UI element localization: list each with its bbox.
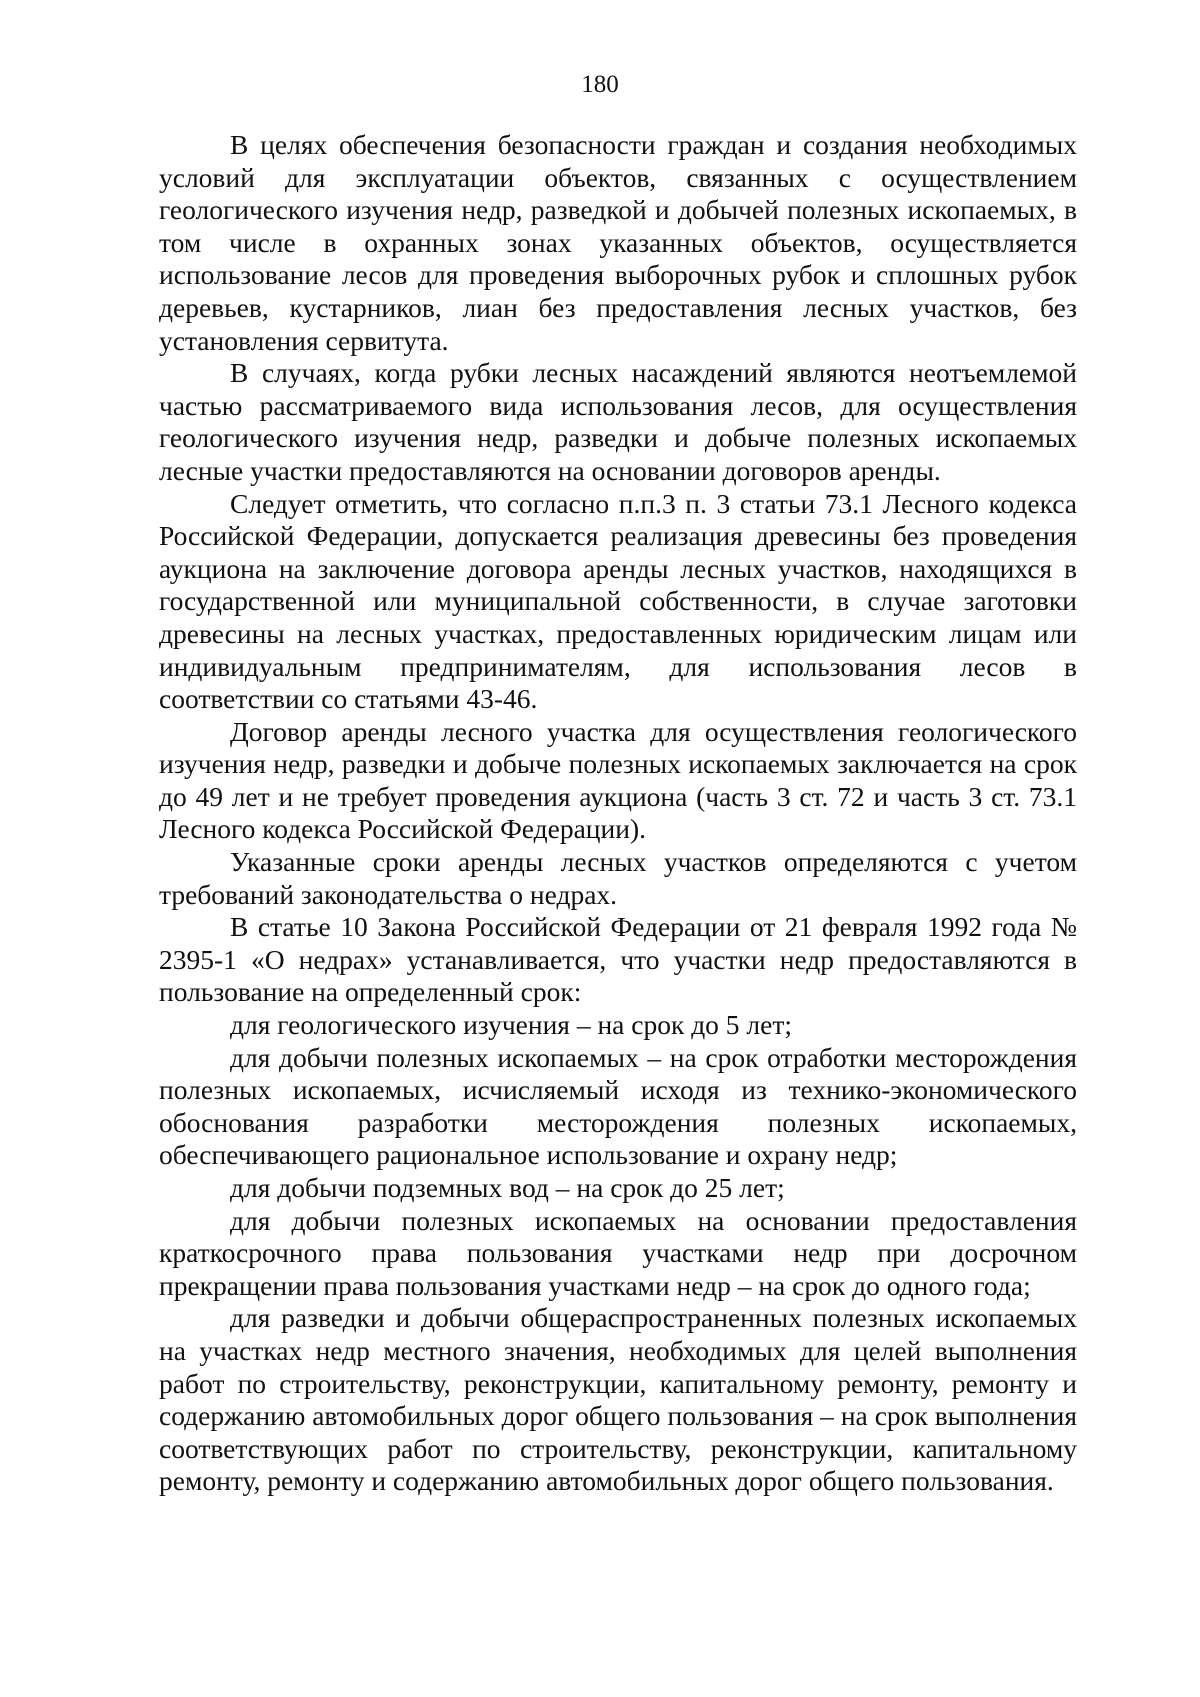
paragraph-lease-term: Договор аренды лесного участка для осуществления геологического изучения недр, разведки и добыче полезных ископаемых заключается на срок до 49 лет и не требует проведения аукциона (часть 3 ст. 72 и часть 3 ст. 73.1 Лесного кодекса Российской Федерации). — [159, 715, 1077, 845]
paragraph-subsoil-requirements: Указанные сроки аренды лесных участков определяются с учетом требований законодательства о недрах. — [159, 846, 1077, 910]
list-item-mineral-extraction: для добычи полезных ископаемых – на срок отработки месторождения полезных ископаемых, исчисляемый исходя из технико-экономического обоснования разработки месторождения полезных ископаемых, обеспечивающего рациональное использование и охрану недр; — [159, 1041, 1077, 1171]
list-item-road-works: для разведки и добычи общераспространенных полезных ископаемых на участках недр местного значения, необходимых для целей выполнения работ по строительству, реконструкции, капитальному ремонту, ремонту и содержанию автомобильных дорог общего пользования – на срок выполнения соответствующих работ по строительству, реконструкции, капитальному ремонту, ремонту и содержанию автомобильных дорог общего пользования. — [159, 1302, 1077, 1497]
paragraph-subsoil-law: В статье 10 Закона Российской Федерации от 21 февраля 1992 года № 2395-1 «О недрах» устанавливается, что участки недр предоставляются в пользование на определенный срок: — [159, 911, 1077, 1008]
paragraph-lease-basis: В случаях, когда рубки лесных насаждений являются неотъемлемой частью рассматриваемого вида использования лесов, для осуществления геологического изучения недр, разведки и добыче полезных ископаемых лесные участки предоставляются на основании договоров аренды. — [159, 357, 1077, 486]
document-body — [159, 129, 1077, 1498]
list-item-short-term-right: для добычи полезных ископаемых на основании предоставления краткосрочного права пользования участками недр при досрочном прекращении права пользования участками недр – на срок до одного года; — [159, 1204, 1077, 1301]
paragraph-timber-sale: Следует отметить, что согласно п.п.3 п. 3 статьи 73.1 Лесного кодекса Российской Федерации, допускается реализация древесины без проведения аукциона на заключение договора аренды лесных участков, находящихся в государственной или муниципальной собственности, в случае заготовки древесины на лесных участках, предоставленных юридическим лицам или индивидуальным предпринимателям, для использования лесов в соответствии со статьями 43-46. — [159, 487, 1077, 715]
page-number: 180 — [581, 71, 619, 98]
list-item-groundwater: для добычи подземных вод – на срок до 25 лет; — [230, 1172, 785, 1203]
list-item-geological-study: для геологического изучения – на срок до 5 лет; — [230, 1009, 793, 1041]
paragraph-forest-use-safety: В целях обеспечения безопасности граждан и создания необходимых условий для эксплуатации объектов, связанных с осуществлением геологического изучения недр, разведкой и добычей полезных ископаемых, в том числе в охранных зонах указанных объектов, осуществляется использование лесов для проведения выборочных рубок и сплошных рубок деревьев, кустарников, лиан без предоставления лесных участков, без установления сервитута. — [159, 129, 1077, 356]
